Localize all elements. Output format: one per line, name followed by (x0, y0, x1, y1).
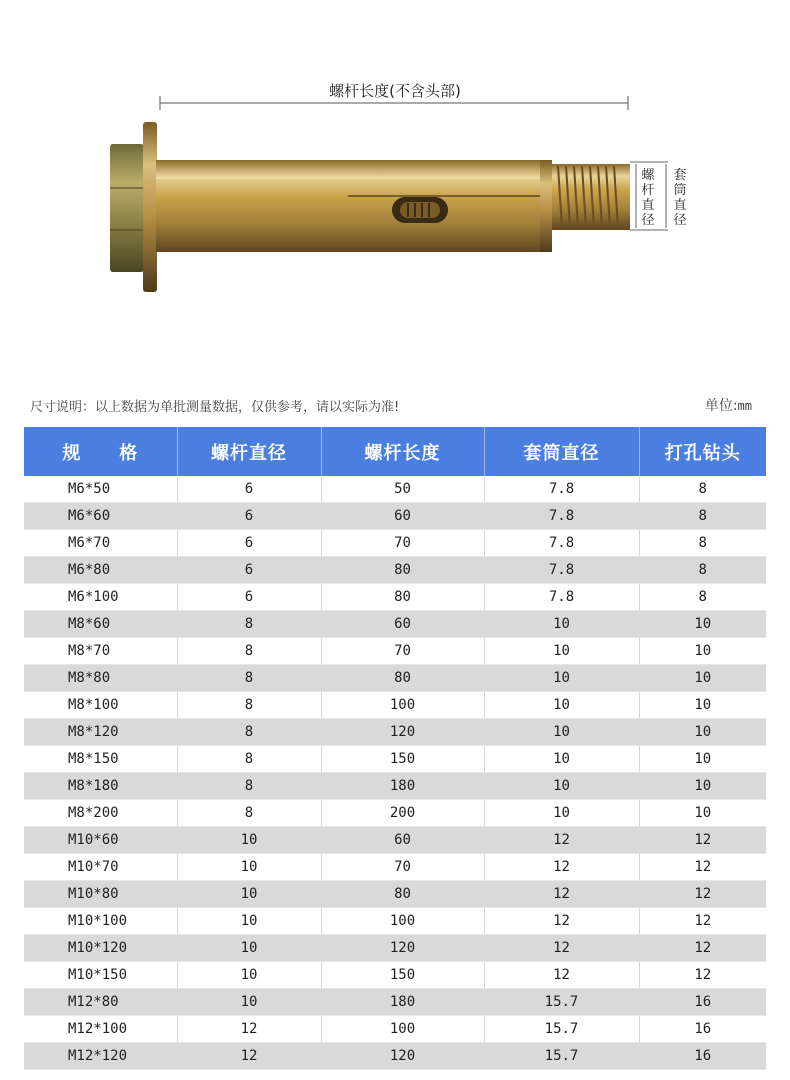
table-row (24, 719, 766, 746)
drill-bit-cell: 10 (639, 638, 766, 665)
bolt-length-label: 螺杆长度(不含头部) (329, 82, 461, 100)
bolt-diameter-cell: 8 (177, 773, 321, 800)
spec-cell: M6*70 (24, 530, 177, 557)
table-header (24, 427, 766, 476)
sleeve-diameter-cell: 10 (484, 611, 639, 638)
drill-bit-cell: 12 (639, 881, 766, 908)
size-note: 尺寸说明：以上数据为单批测量数据，仅供参考，请以实际为准! (30, 400, 400, 415)
table-row (24, 962, 766, 989)
table-row (24, 935, 766, 962)
bolt-length-cell: 100 (321, 1016, 484, 1043)
bolt-length-cell: 150 (321, 962, 484, 989)
bolt-length-cell: 80 (321, 584, 484, 611)
table-row (24, 989, 766, 1016)
bolt-length-cell: 120 (321, 1043, 484, 1070)
product-figure (0, 0, 790, 330)
spec-cell: M6*80 (24, 557, 177, 584)
drill-bit-cell: 10 (639, 746, 766, 773)
bolt-length-cell: 50 (321, 476, 484, 503)
bolt-length-cell: 120 (321, 719, 484, 746)
bolt-diameter-cell: 8 (177, 611, 321, 638)
sleeve-diameter-cell: 12 (484, 854, 639, 881)
header-drill-bit: 打孔钻头 (639, 427, 766, 476)
bolt-diameter-cell: 8 (177, 665, 321, 692)
drill-bit-cell: 10 (639, 665, 766, 692)
drill-bit-cell: 8 (639, 584, 766, 611)
spec-cell: M8*80 (24, 665, 177, 692)
drill-bit-cell: 12 (639, 935, 766, 962)
drill-bit-cell: 12 (639, 962, 766, 989)
spec-table (24, 427, 766, 1070)
bolt-length-cell: 70 (321, 638, 484, 665)
bolt-diameter-cell: 12 (177, 1016, 321, 1043)
drill-bit-cell: 12 (639, 908, 766, 935)
spec-cell: M10*70 (24, 854, 177, 881)
spec-cell: M12*120 (24, 1043, 177, 1070)
bolt-diameter-cell: 8 (177, 692, 321, 719)
bolt-diameter-cell: 8 (177, 800, 321, 827)
unit-value: mm (737, 399, 752, 413)
expansion-bolt-illustration (0, 0, 790, 330)
drill-bit-cell: 10 (639, 611, 766, 638)
table-row (24, 827, 766, 854)
table-row (24, 503, 766, 530)
table-row (24, 908, 766, 935)
sleeve-diameter-cell: 15.7 (484, 989, 639, 1016)
hex-head (110, 122, 157, 292)
table-row (24, 584, 766, 611)
sleeve-diameter-cell: 15.7 (484, 1043, 639, 1070)
spec-cell: M12*80 (24, 989, 177, 1016)
unit-label (705, 395, 752, 415)
sleeve-diameter-cell: 12 (484, 908, 639, 935)
spec-cell: M8*180 (24, 773, 177, 800)
sleeve-diameter-cell: 10 (484, 692, 639, 719)
sleeve-diameter-cell: 7.8 (484, 476, 639, 503)
drill-bit-cell: 16 (639, 1016, 766, 1043)
sleeve-diameter-cell: 7.8 (484, 530, 639, 557)
bolt-diameter-cell: 8 (177, 638, 321, 665)
spec-cell: M10*100 (24, 908, 177, 935)
header-row (24, 427, 766, 476)
bolt-diameter-cell: 10 (177, 908, 321, 935)
table-row (24, 773, 766, 800)
table-row (24, 1043, 766, 1070)
table-row (24, 611, 766, 638)
table-row (24, 476, 766, 503)
table-row (24, 746, 766, 773)
bolt-length-cell: 60 (321, 503, 484, 530)
table-row (24, 692, 766, 719)
bolt-diameter-cell: 8 (177, 746, 321, 773)
bolt-diameter-cell: 10 (177, 827, 321, 854)
sleeve-diameter-cell: 10 (484, 719, 639, 746)
bolt-length-cell: 80 (321, 881, 484, 908)
bolt-length-cell: 200 (321, 800, 484, 827)
table-row (24, 800, 766, 827)
drill-bit-cell: 12 (639, 827, 766, 854)
sleeve-diameter-cell: 10 (484, 665, 639, 692)
spec-cell: M8*200 (24, 800, 177, 827)
spec-cell: M8*60 (24, 611, 177, 638)
sleeve-diameter-cell: 12 (484, 962, 639, 989)
header-bolt-length: 螺杆长度 (321, 427, 484, 476)
bolt-length-cell: 70 (321, 854, 484, 881)
spec-cell: M10*60 (24, 827, 177, 854)
sleeve-diameter-cell: 10 (484, 773, 639, 800)
drill-bit-cell: 10 (639, 719, 766, 746)
table-row (24, 638, 766, 665)
bolt-diameter-cell: 8 (177, 719, 321, 746)
drill-bit-cell: 8 (639, 476, 766, 503)
bolt-diameter-cell: 12 (177, 1043, 321, 1070)
header-sleeve-diameter: 套筒直径 (484, 427, 639, 476)
spec-cell: M10*120 (24, 935, 177, 962)
drill-bit-cell: 16 (639, 1043, 766, 1070)
knurled-cone (540, 160, 630, 252)
table-row (24, 530, 766, 557)
bolt-length-cell: 60 (321, 827, 484, 854)
sleeve-body (156, 160, 551, 252)
bolt-diameter-cell: 10 (177, 881, 321, 908)
drill-bit-cell: 10 (639, 773, 766, 800)
sleeve-diameter-cell: 7.8 (484, 557, 639, 584)
unit-text: 单位: (704, 398, 738, 414)
bolt-length-cell: 120 (321, 935, 484, 962)
table-row (24, 881, 766, 908)
bolt-length-cell: 80 (321, 665, 484, 692)
bolt-diameter-cell: 6 (177, 584, 321, 611)
drill-bit-cell: 10 (639, 800, 766, 827)
sleeve-diameter-cell: 15.7 (484, 1016, 639, 1043)
sleeve-diameter-cell: 10 (484, 746, 639, 773)
drill-bit-cell: 10 (639, 692, 766, 719)
drill-bit-cell: 8 (639, 557, 766, 584)
bolt-diameter-cell: 6 (177, 557, 321, 584)
sleeve-diameter-cell: 10 (484, 638, 639, 665)
spec-cell: M8*120 (24, 719, 177, 746)
bolt-length-cell: 150 (321, 746, 484, 773)
bolt-diameter-cell: 6 (177, 503, 321, 530)
bolt-diameter-cell: 10 (177, 854, 321, 881)
bolt-length-cell: 100 (321, 908, 484, 935)
spec-cell: M12*100 (24, 1016, 177, 1043)
bolt-length-cell: 180 (321, 989, 484, 1016)
length-dimension-line (160, 96, 628, 110)
spec-cell: M10*150 (24, 962, 177, 989)
spec-cell: M6*100 (24, 584, 177, 611)
sleeve-diameter-label: 套筒直径 (673, 168, 687, 228)
bolt-diameter-cell: 10 (177, 935, 321, 962)
bolt-length-cell: 60 (321, 611, 484, 638)
table-body (24, 476, 766, 1070)
sleeve-diameter-cell: 12 (484, 827, 639, 854)
sleeve-diameter-cell: 12 (484, 935, 639, 962)
sleeve-diameter-cell: 10 (484, 800, 639, 827)
table-row (24, 1016, 766, 1043)
table-row (24, 665, 766, 692)
sleeve-diameter-cell: 12 (484, 881, 639, 908)
bolt-diameter-cell: 10 (177, 962, 321, 989)
drill-bit-cell: 8 (639, 503, 766, 530)
table-row (24, 854, 766, 881)
bolt-length-cell: 80 (321, 557, 484, 584)
spec-cell: M6*60 (24, 503, 177, 530)
sleeve-diameter-cell: 7.8 (484, 584, 639, 611)
table-row (24, 557, 766, 584)
spec-cell: M6*50 (24, 476, 177, 503)
spec-cell: M10*80 (24, 881, 177, 908)
header-spec: 规 格 (24, 427, 177, 476)
spec-cell: M8*70 (24, 638, 177, 665)
bolt-diameter-cell: 6 (177, 530, 321, 557)
sleeve-diameter-cell: 7.8 (484, 503, 639, 530)
bolt-length-cell: 100 (321, 692, 484, 719)
bolt-diameter-label: 螺杆直径 (641, 168, 655, 228)
header-bolt-diameter: 螺杆直径 (177, 427, 321, 476)
drill-bit-cell: 12 (639, 854, 766, 881)
bolt-diameter-cell: 10 (177, 989, 321, 1016)
spec-cell: M8*150 (24, 746, 177, 773)
drill-bit-cell: 8 (639, 530, 766, 557)
spec-cell: M8*100 (24, 692, 177, 719)
bolt-length-cell: 70 (321, 530, 484, 557)
drill-bit-cell: 16 (639, 989, 766, 1016)
bolt-length-cell: 180 (321, 773, 484, 800)
bolt-diameter-cell: 6 (177, 476, 321, 503)
